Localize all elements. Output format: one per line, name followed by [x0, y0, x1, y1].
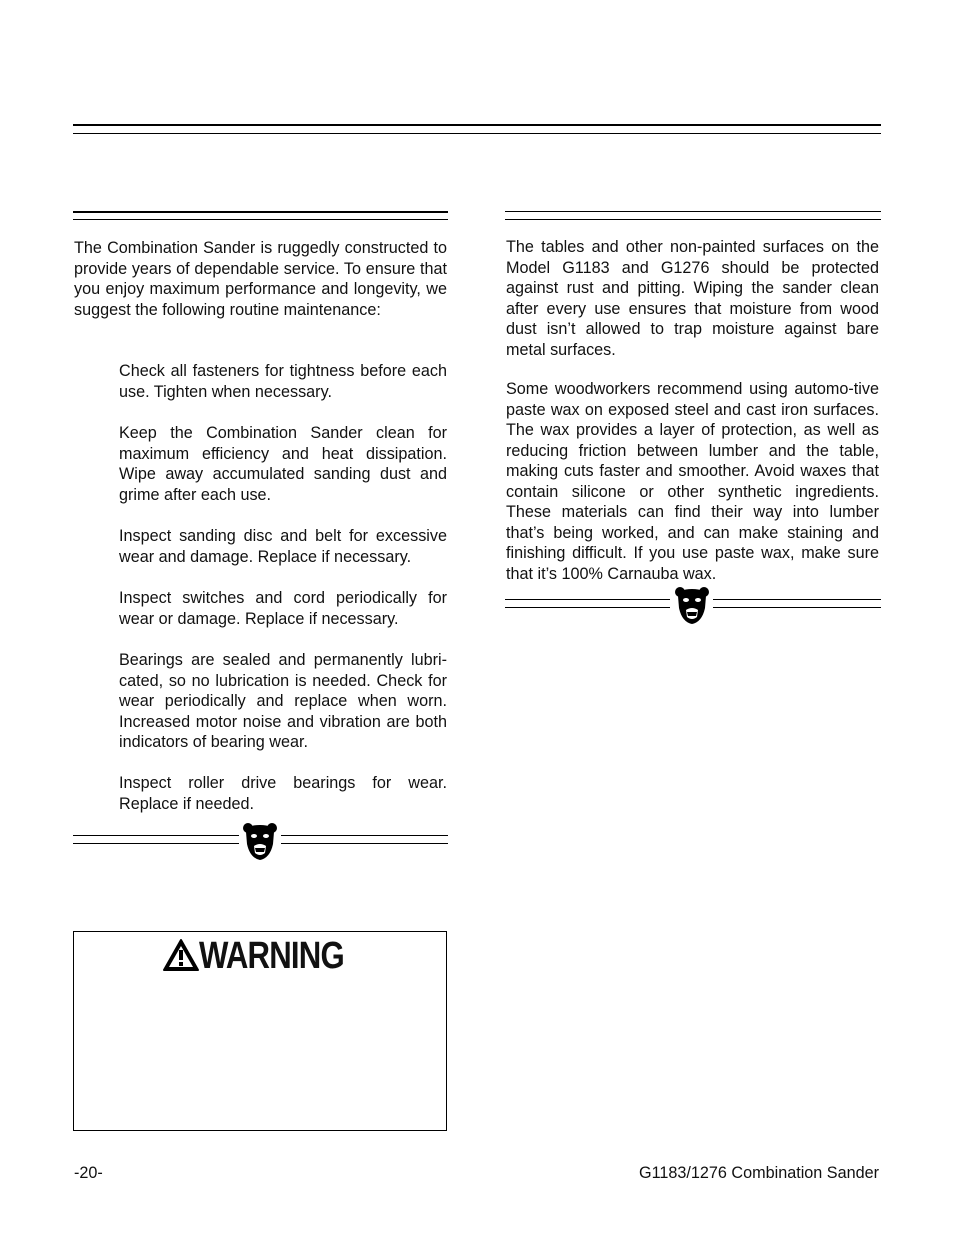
warning-triangle-icon	[162, 938, 200, 972]
left-section-end-mark	[73, 822, 448, 862]
maintenance-item-bearings: Bearings are sealed and permanently lubri-cated, so no lubrication is needed. Check for wear periodically and replace when worn. Increased motor noise and vibration are both indicators of bearing wear.	[119, 651, 447, 751]
header-double-rule	[73, 124, 881, 135]
bear-head-icon	[242, 822, 278, 862]
maintenance-item-fasteners: Check all fasteners for tightness before each use. Tighten when necessary.	[119, 362, 447, 401]
maintenance-item-clean: Keep the Combination Sander clean for maximum efficiency and heat dissipation. Wipe away accumulated sanding dust and grime after each use.	[119, 424, 447, 504]
left-section-rule	[73, 211, 448, 220]
warning-box	[73, 931, 447, 1131]
warning-label: WARNING	[199, 935, 344, 977]
maintenance-intro: The Combination Sander is ruggedly constructed to provide years of dependable service. To ensure that you enjoy maximum performance and longevity, we suggest the following routine maintenance:	[74, 239, 447, 319]
right-section-end-mark	[505, 586, 881, 626]
maintenance-item-switches: Inspect switches and cord periodically for wear or damage. Replace if necessary.	[119, 589, 447, 628]
page-number: -20-	[74, 1164, 103, 1182]
rust-prevention-paragraph: The tables and other non-painted surfaces on the Model G1183 and G1276 should be protected against rust and pitting. Wiping the sander clean after every use ensures that moisture from wood dust isn’t allowed to trap moisture against bare metal surfaces.	[506, 238, 879, 359]
bear-head-icon	[674, 586, 710, 626]
maintenance-item-roller: Inspect roller drive bearings for wear. Replace if needed.	[119, 774, 447, 813]
paste-wax-paragraph: Some woodworkers recommend using automo-tive paste wax on exposed steel and cast iron surfaces. The wax provides a layer of protection, as well as reducing friction between lumber and the table, making cuts faster and smoother. Avoid waxes that contain silicone or other synthetic ingredients. These materials can find their way into lumber that’s being worked, and can make staining and finishing difficult. If you use paste wax, make sure that it’s 100% Carnauba wax.	[506, 380, 879, 583]
maintenance-item-disc-belt: Inspect sanding disc and belt for excessive wear and damage. Replace if necessary.	[119, 527, 447, 566]
manual-title: G1183/1276 Combination Sander	[639, 1164, 879, 1182]
right-section-rule	[505, 211, 881, 220]
